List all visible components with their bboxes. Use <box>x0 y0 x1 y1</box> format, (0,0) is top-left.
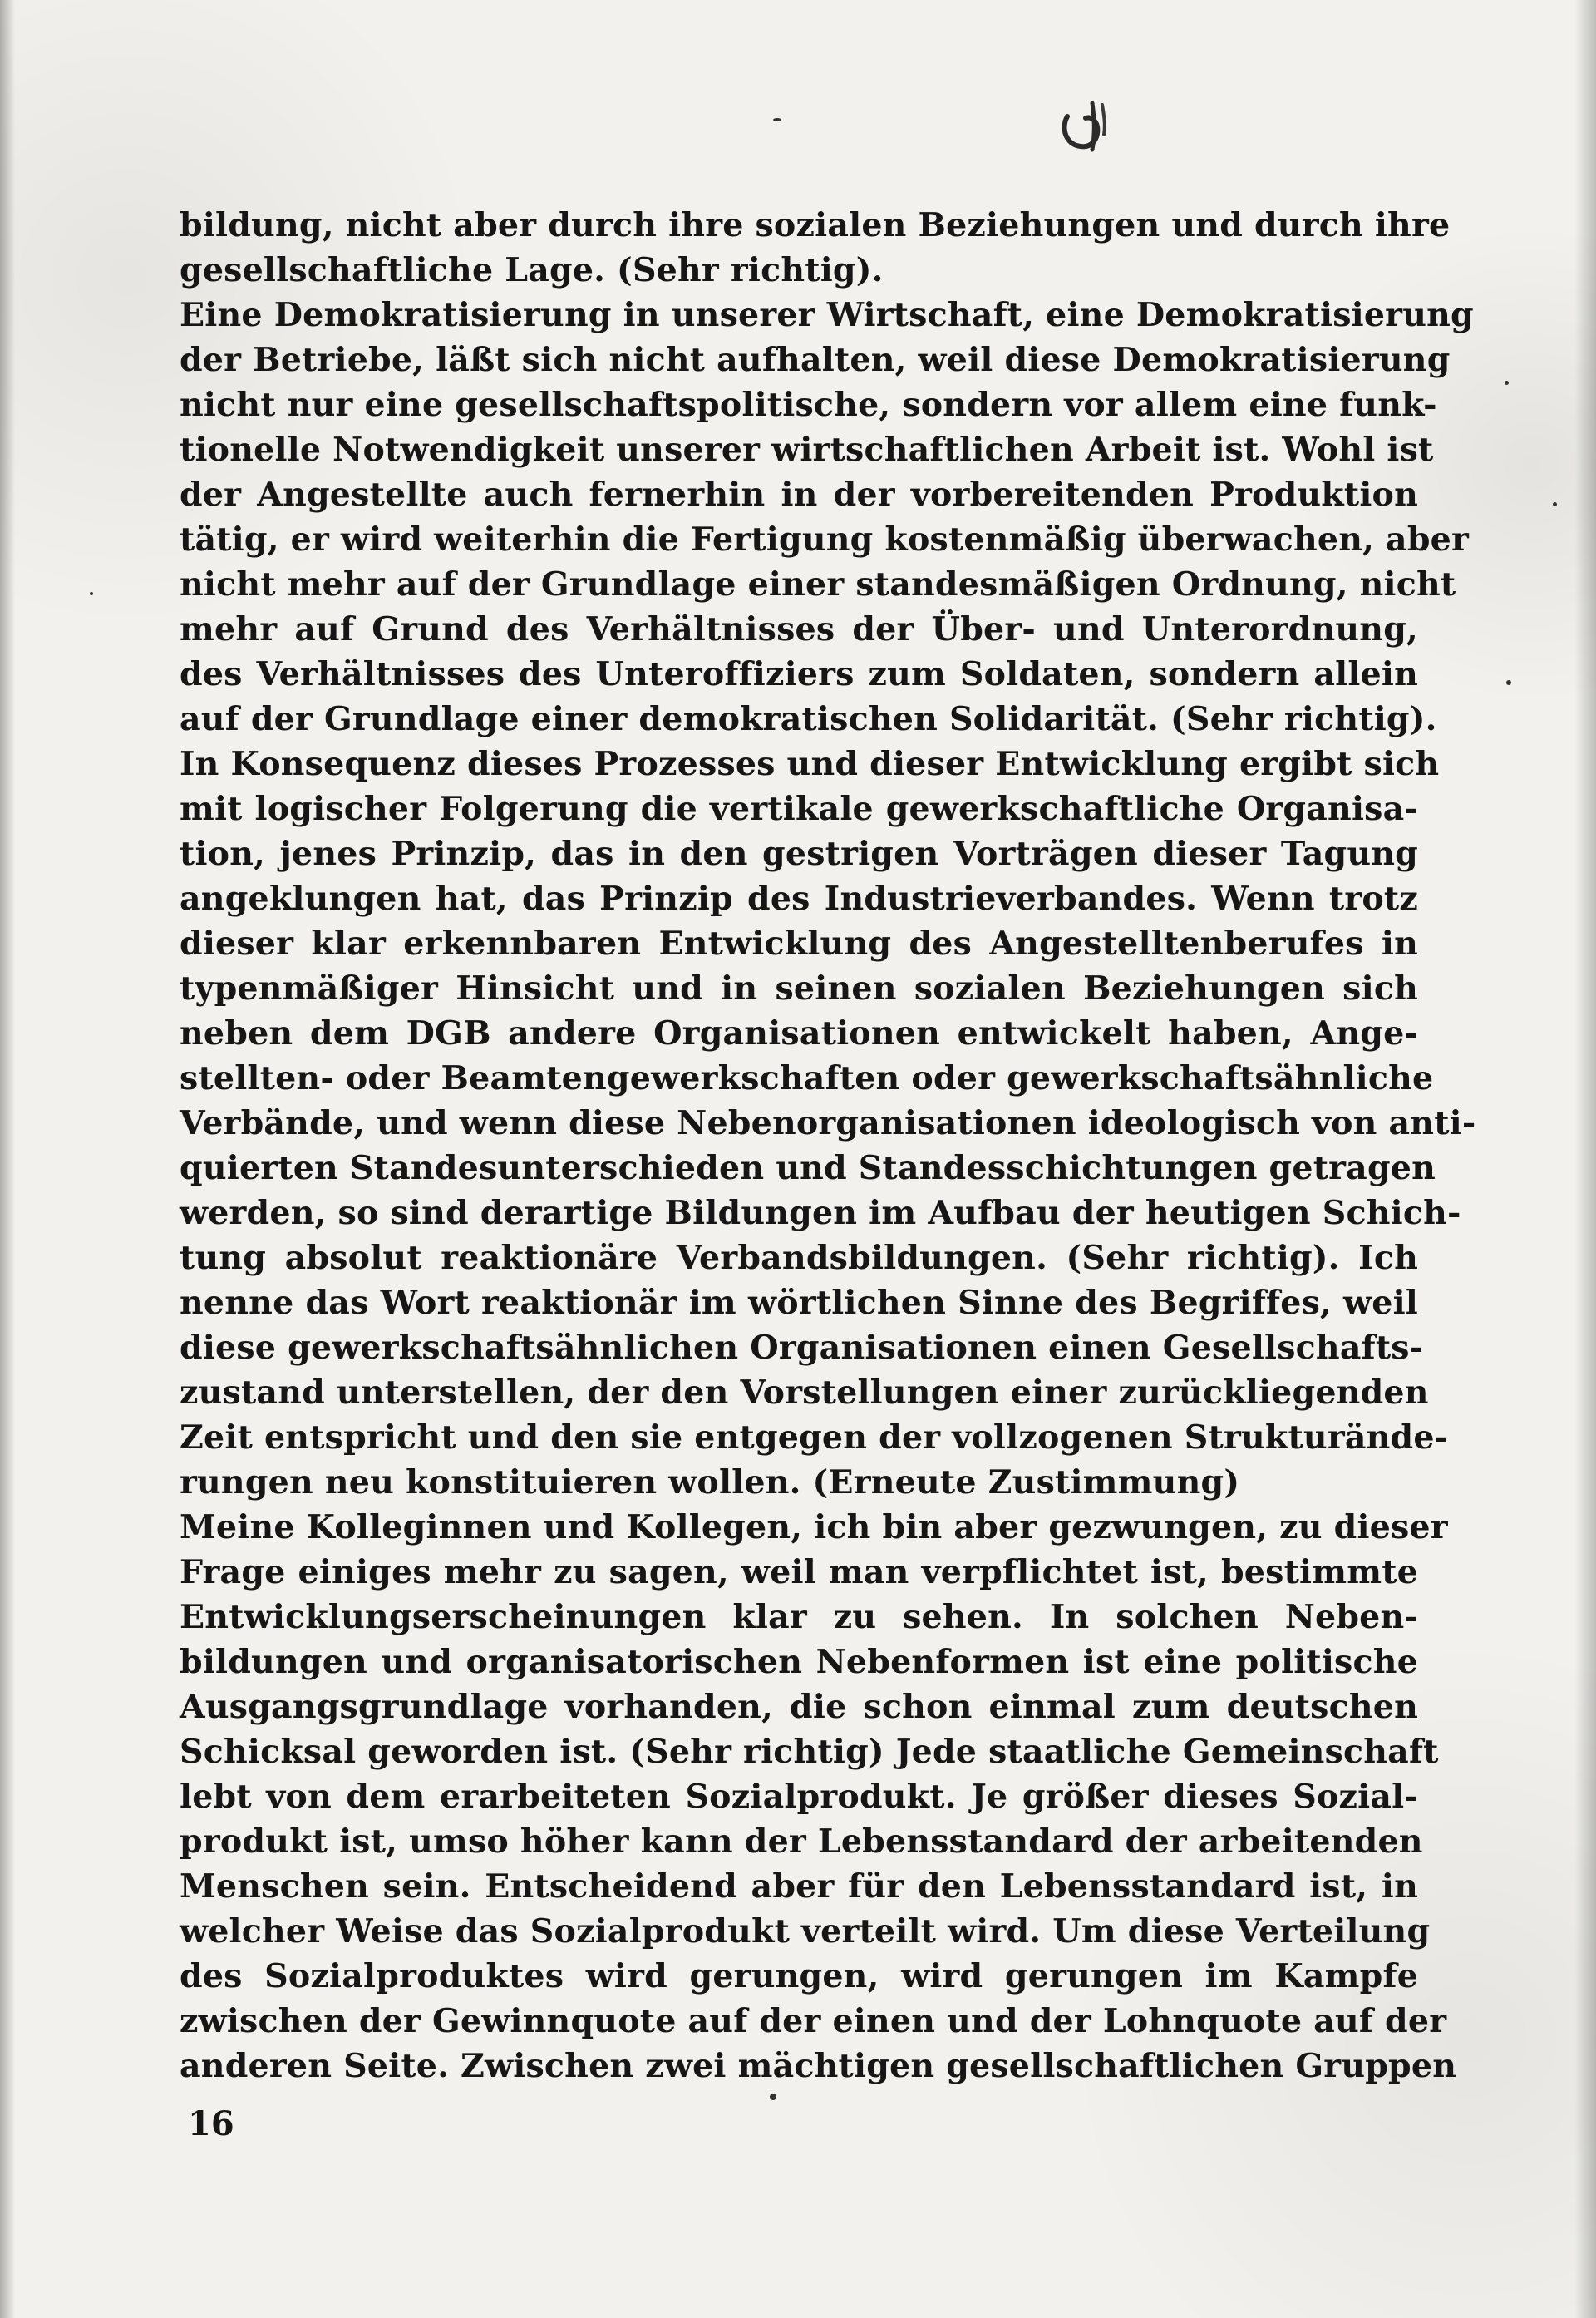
paragraph <box>180 203 1451 293</box>
text-line: auf der Grundlage einer demokratischen Solidarität. (Sehr richtig). <box>180 700 1437 738</box>
scan-speck <box>1506 680 1511 685</box>
text-line: gesellschaftliche Lage. (Sehr richtig). <box>180 251 884 289</box>
paragraph <box>180 1505 1457 2089</box>
text-line: neben dem DGB andere Organisationen entwickelt haben, Ange- <box>180 1014 1418 1053</box>
body-text <box>180 203 1476 2089</box>
text-line: tionelle Notwendigkeit unserer wirtschaftlichen Arbeit ist. Wohl ist <box>180 431 1434 469</box>
text-line: lebt von dem erarbeiteten Sozialprodukt. Je größer dieses Sozial- <box>180 1778 1418 1816</box>
ink-smudge-mark <box>1056 91 1114 158</box>
text-line: stellten- oder Beamtengewerkschaften oder gewerkschaftsähnliche <box>180 1059 1434 1097</box>
text-line: der Angestellte auch fernerhin in der vorbereitenden Produktion <box>180 476 1418 514</box>
text-line: dieser klar erkennbaren Entwicklung des Angestelltenberufes in <box>180 925 1418 963</box>
text-line: werden, so sind derartige Bildungen im Aufbau der heutigen Schich- <box>180 1194 1461 1232</box>
text-line: tung absolut reaktionäre Verbandsbildungen. (Sehr richtig). Ich <box>180 1239 1418 1277</box>
text-line: Menschen sein. Entscheidend aber für den Lebensstandard ist, in <box>180 1867 1418 1906</box>
text-line: Verbände, und wenn diese Nebenorganisationen ideologisch von anti- <box>180 1104 1476 1142</box>
text-line: rungen neu konstituieren wollen. (Erneute Zustimmung) <box>180 1463 1240 1502</box>
paragraph <box>180 742 1476 1505</box>
text-line: des Verhältnisses des Unteroffiziers zum Soldaten, sondern allein <box>180 655 1418 693</box>
text-line: Meine Kolleginnen und Kollegen, ich bin aber gezwungen, zu dieser <box>180 1508 1448 1546</box>
text-line: Zeit entspricht und den sie entgegen der vollzogenen Strukturände- <box>180 1418 1449 1457</box>
text-line: zustand unterstellen, der den Vorstellungen einer zurückliegenden <box>180 1374 1429 1412</box>
text-line: bildung, nicht aber durch ihre sozialen Beziehungen und durch ihre <box>180 206 1451 244</box>
text-line: bildungen und organisatorischen Nebenformen ist eine politische <box>180 1643 1418 1681</box>
paragraph <box>180 293 1474 742</box>
text-line: quierten Standesunterschieden und Standesschichtungen getragen <box>180 1149 1436 1187</box>
text-line: In Konsequenz dieses Prozesses und dieser Entwicklung ergibt sich <box>180 745 1440 783</box>
text-line: produkt ist, umso höher kann der Lebensstandard der arbeitenden <box>180 1822 1423 1861</box>
text-line: der Betriebe, läßt sich nicht aufhalten, weil diese Demokratisierung <box>180 341 1451 379</box>
text-line: angeklungen hat, das Prinzip des Industrieverbandes. Wenn trotz <box>180 880 1418 918</box>
text-line: Entwicklungserscheinungen klar zu sehen. In solchen Neben- <box>180 1598 1418 1636</box>
scan-speck <box>770 2094 776 2100</box>
text-line: Schicksal geworden ist. (Sehr richtig) Jede staatliche Gemeinschaft <box>180 1733 1439 1771</box>
scan-speck <box>1505 381 1509 385</box>
text-line: Eine Demokratisierung in unserer Wirtschaft, eine Demokratisierung <box>180 296 1474 334</box>
text-line: anderen Seite. Zwischen zwei mächtigen gesellschaftlichen Gruppen <box>180 2047 1457 2085</box>
text-line: nenne das Wort reaktionär im wörtlichen Sinne des Begriffes, weil <box>180 1284 1418 1322</box>
scan-edge-shadow-right <box>1574 0 1596 2318</box>
text-line: nicht mehr auf der Grundlage einer standesmäßigen Ordnung, nicht <box>180 565 1456 604</box>
page-number: 16 <box>188 2104 234 2143</box>
text-line: des Sozialproduktes wird gerungen, wird gerungen im Kampfe <box>180 1957 1418 1995</box>
text-line: mehr auf Grund des Verhältnisses der Über- und Unterordnung, <box>180 610 1418 649</box>
text-line: Frage einiges mehr zu sagen, weil man verpflichtet ist, bestimmte <box>180 1553 1418 1591</box>
text-line: tätig, er wird weiterhin die Fertigung kostenmäßig überwachen, aber <box>180 520 1470 559</box>
text-line: diese gewerkschaftsähnlichen Organisationen einen Gesellschafts- <box>180 1329 1424 1367</box>
text-line: mit logischer Folgerung die vertikale gewerkschaftliche Organisa- <box>180 790 1418 828</box>
text-line: tion, jenes Prinzip, das in den gestrigen Vorträgen dieser Tagung <box>180 835 1418 873</box>
scan-speck <box>1553 502 1557 506</box>
text-line: zwischen der Gewinnquote auf der einen und der Lohnquote auf der <box>180 2002 1447 2040</box>
scan-speck <box>773 118 781 121</box>
scan-speck <box>90 592 93 595</box>
text-line: Ausgangsgrundlage vorhanden, die schon einmal zum deutschen <box>180 1688 1418 1726</box>
scan-edge-shadow-left <box>0 0 15 2318</box>
text-line: nicht nur eine gesellschaftspolitische, sondern vor allem eine funk- <box>180 386 1437 424</box>
text-line: welcher Weise das Sozialprodukt verteilt wird. Um diese Verteilung <box>180 1912 1431 1951</box>
text-line: typenmäßiger Hinsicht und in seinen sozialen Beziehungen sich <box>180 969 1418 1008</box>
